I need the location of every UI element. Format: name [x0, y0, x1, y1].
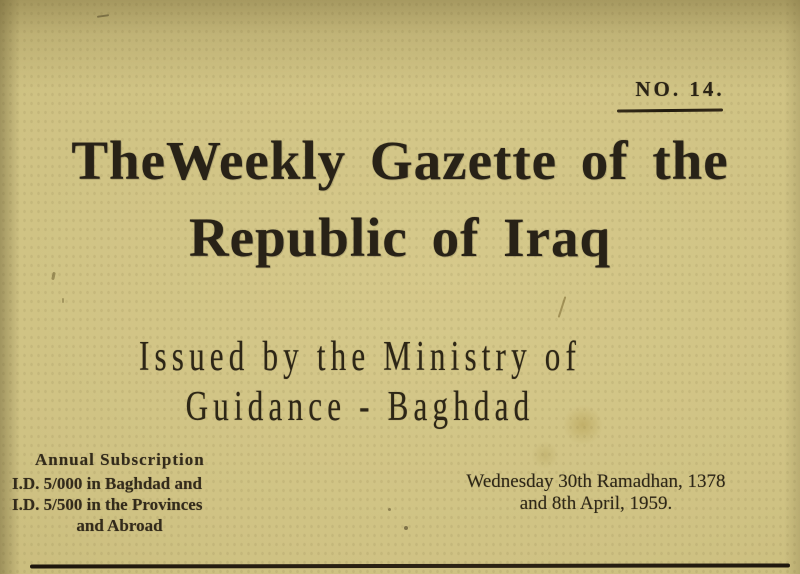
- paper-speck: [404, 526, 408, 530]
- date-gregorian: and 8th April, 1959.: [519, 493, 673, 514]
- subscription-price-provinces: I.D. 5/500 in the Provinces: [12, 495, 203, 514]
- paper-speck: [388, 508, 391, 511]
- subscription-info: [12, 449, 272, 536]
- subtitle-line-1: Issued by the Ministry of: [138, 334, 581, 380]
- subscription-abroad: and Abroad: [76, 516, 163, 535]
- issue-number-underline: [617, 108, 723, 112]
- paper-scratch: [558, 296, 567, 318]
- issuer-subtitle: [0, 332, 720, 432]
- paper-speck: [51, 272, 56, 280]
- title-line-2: Republic of Iraq: [188, 207, 612, 268]
- title-line-1: TheWeekly Gazette of the: [71, 130, 729, 191]
- subscription-price-baghdad: I.D. 5/000 in Baghdad and: [12, 474, 202, 493]
- issue-number: [620, 77, 740, 102]
- issue-dateline: [428, 471, 764, 515]
- issue-number-text: NO. 14.: [635, 77, 725, 101]
- subscription-heading: Annual Subscription: [35, 450, 205, 469]
- subtitle-line-2: Guidance - Baghdad: [185, 384, 535, 430]
- paper-speck: [62, 298, 64, 303]
- paper-speck: [97, 14, 109, 18]
- gazette-title: [0, 122, 800, 276]
- date-hijri: Wednesday 30th Ramadhan, 1378: [466, 471, 726, 492]
- bottom-rule: [30, 563, 790, 568]
